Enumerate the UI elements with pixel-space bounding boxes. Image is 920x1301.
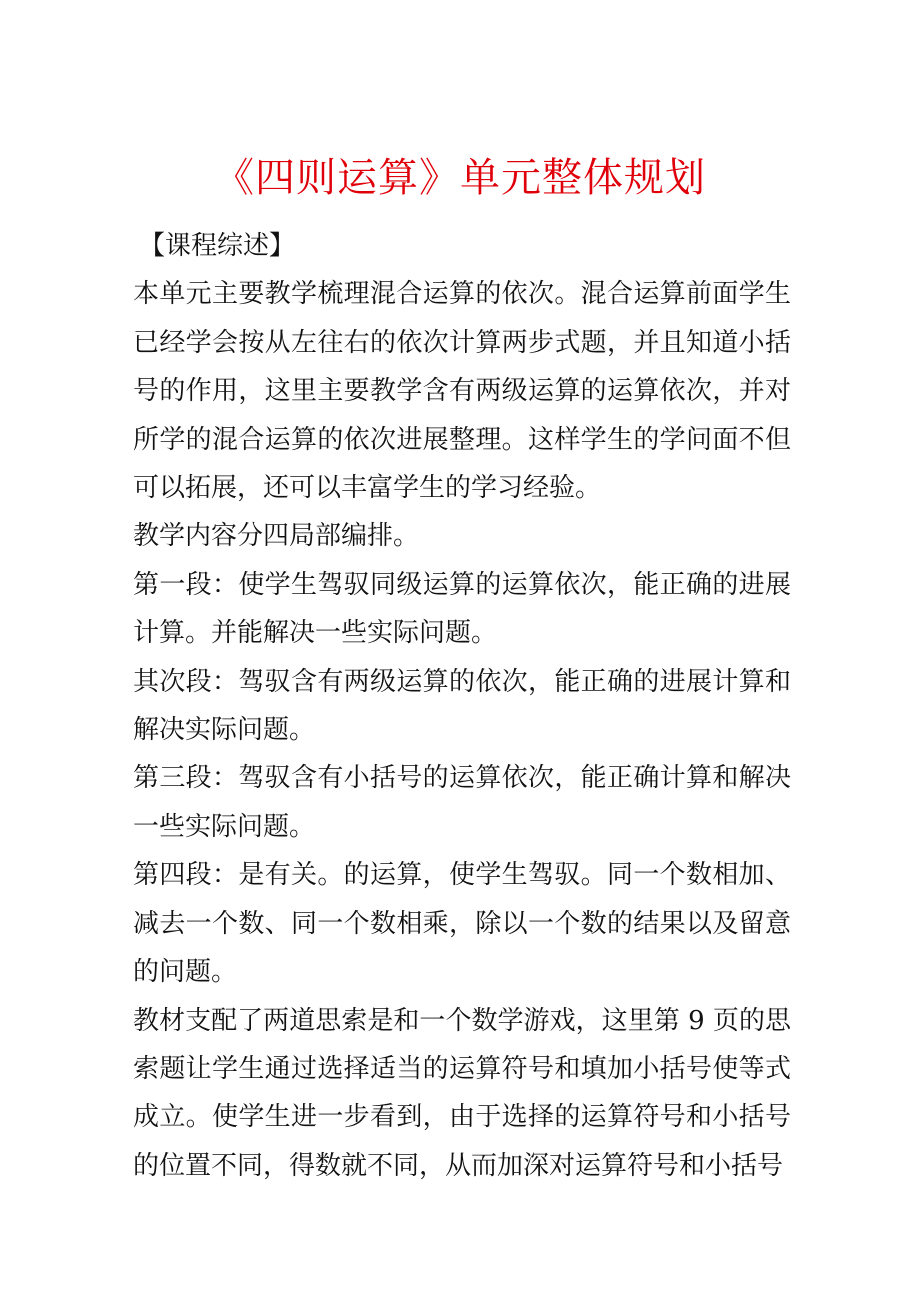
document-title: 《四则运算》单元整体规划 <box>214 155 706 201</box>
paragraph-section-three: 第三段：驾驭含有小括号的运算依次，能正确计算和解决一些实际问题。 <box>133 763 791 842</box>
document-body <box>133 222 791 1190</box>
paragraph-content-arrangement: 教学内容分四局部编排。 <box>133 521 420 552</box>
paragraph-section-four: 第四段：是有关。的运算，使学生驾驭。同一个数相加、减去一个数、同一个数相乘，除以一个数的结果以及留意的问题。 <box>133 860 791 988</box>
section-heading: 【课程综述】 <box>139 231 296 261</box>
paragraph-section-two: 其次段：驾驭含有两级运算的依次，能正确的进展计算和解决实际问题。 <box>133 666 791 746</box>
paragraph-section-one: 第一段：使学生驾驭同级运算的运算依次，能正确的进展计算。并能解决一些实际问题。 <box>133 569 791 649</box>
paragraph-textbook-arrangement: 教材支配了两道思索是和一个数学游戏，这里第 9 页的思索题让学生通过选择适当的运算符号和填加小括号使等式成立。使学生进一步看到，由于选择的运算符号和小括号的位置不同，得数就不同，从而加深对运算符号和小括号 <box>133 1005 791 1181</box>
paragraph-overview: 本单元主要教学梳理混合运算的依次。混合运算前面学生已经学会按从左往右的依次计算两步式题，并且知道小括号的作用，这里主要教学含有两级运算的运算依次，并对所学的混合运算的依次进展整理。这样学生的学问面不但可以拓展，还可以丰富学生的学习经验。 <box>133 279 791 504</box>
